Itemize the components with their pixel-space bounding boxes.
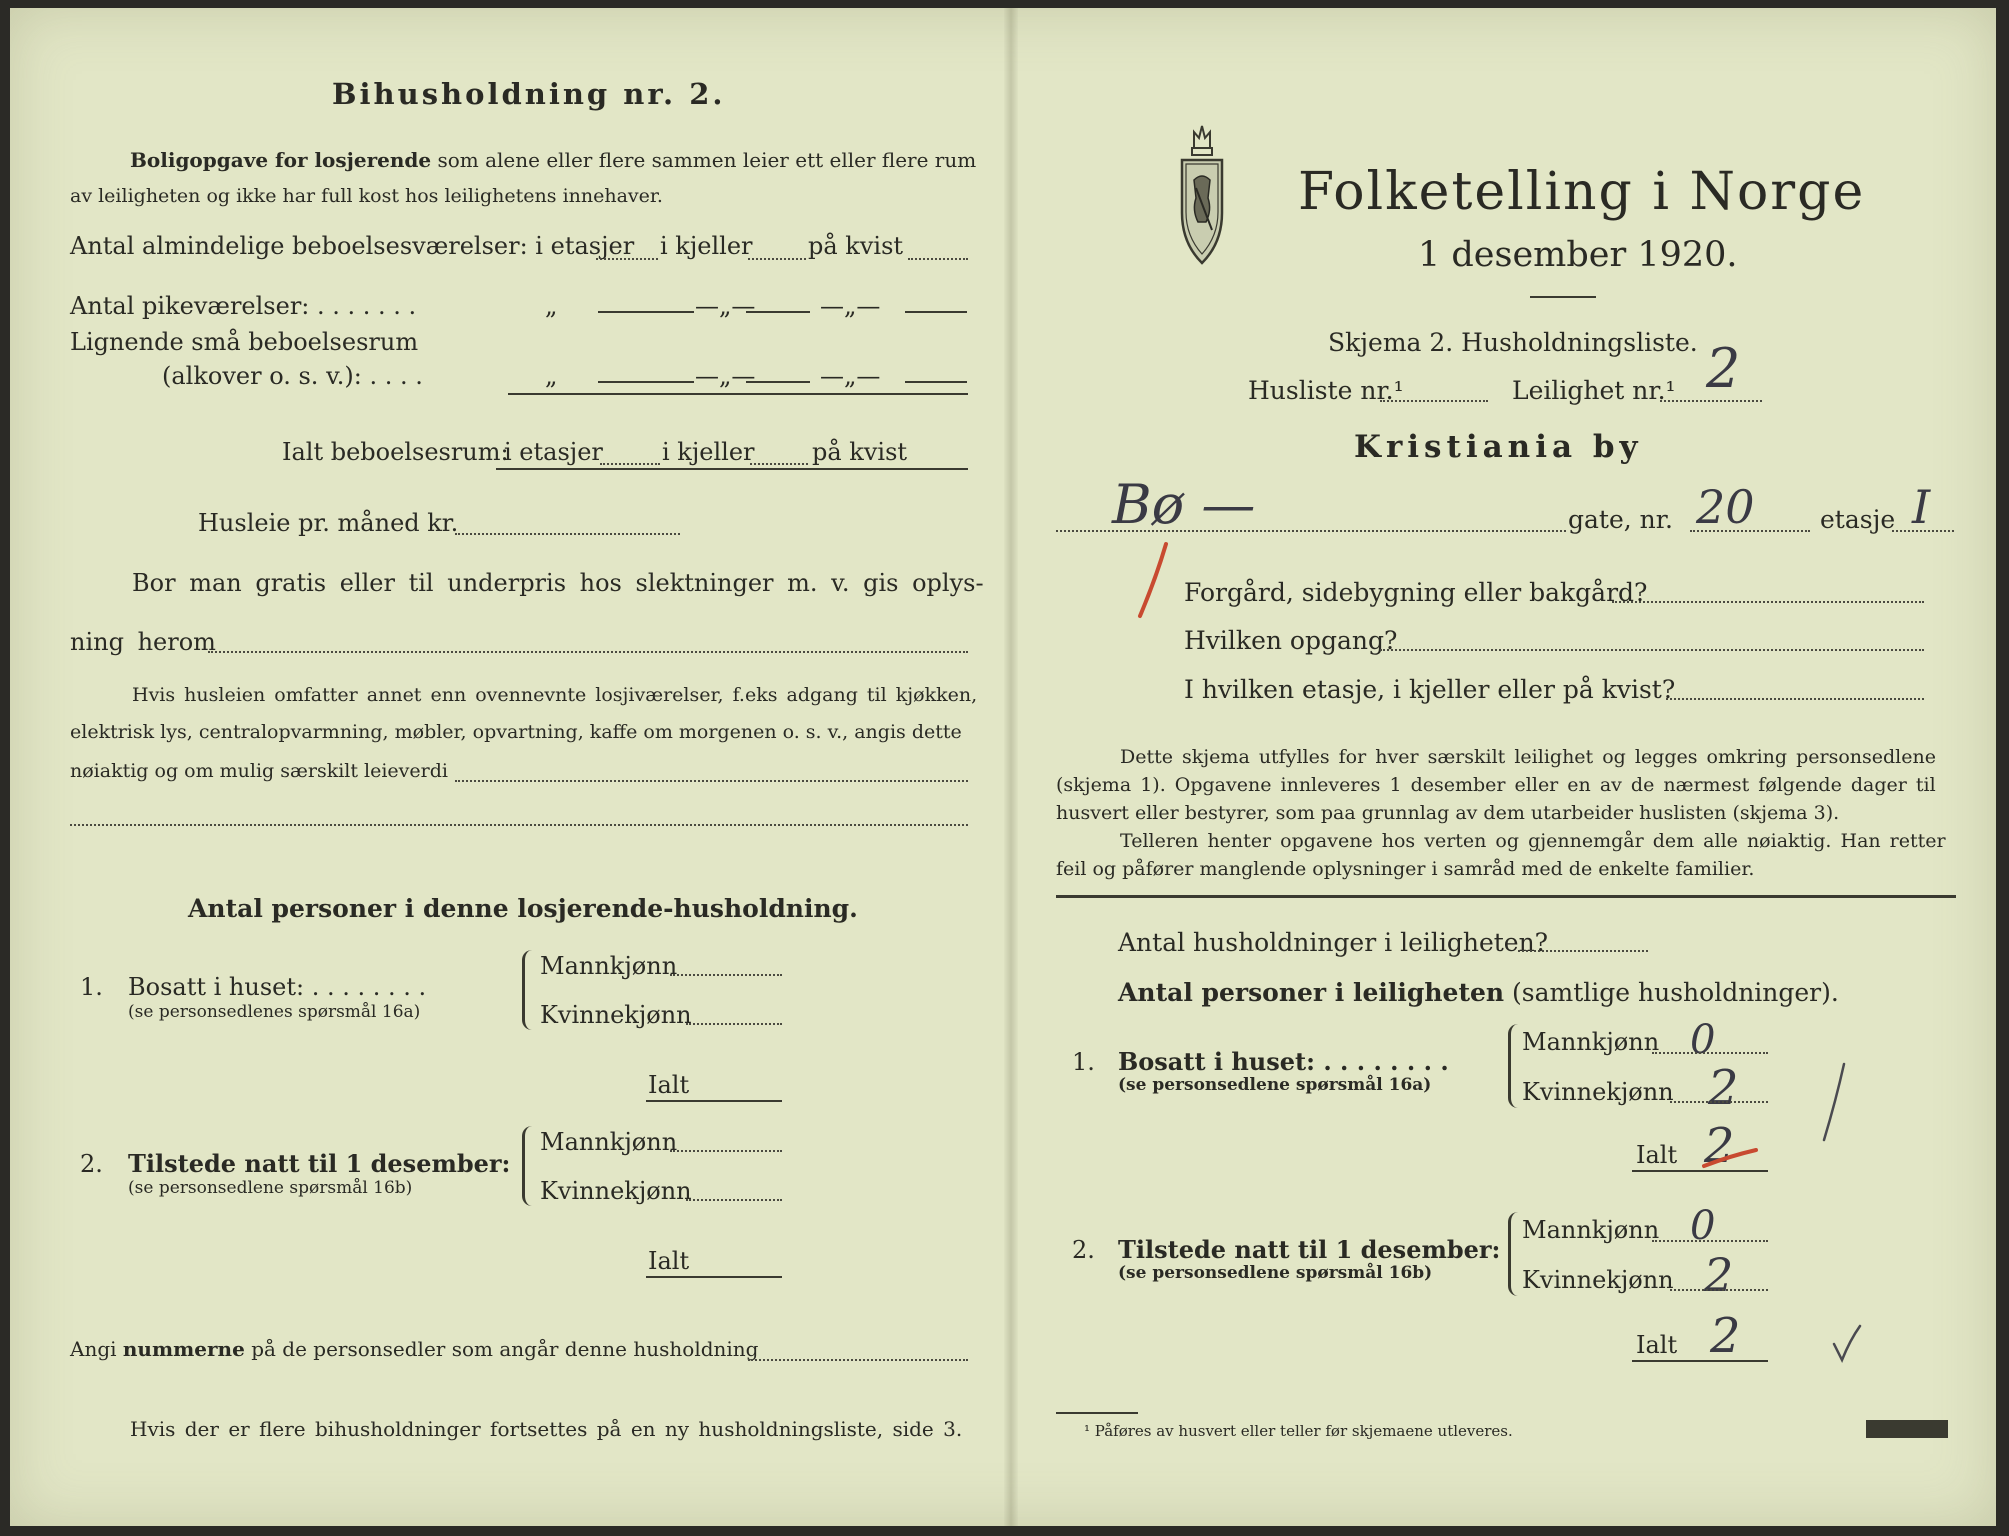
left-q1-ialt: Ialt <box>648 1071 690 1099</box>
pike-line-3 <box>905 311 967 313</box>
norway-coat-of-arms-icon <box>1172 118 1232 268</box>
right-q1-num: 1. <box>1072 1048 1095 1076</box>
left-q1-ialt-line <box>646 1100 782 1102</box>
lignende-line-b <box>746 381 810 383</box>
forgaard-line <box>1612 601 1924 603</box>
right-q2-label: Tilstede natt til 1 desember: <box>1118 1235 1501 1264</box>
lignende-line-2: (alkover o. s. v.): . . . . <box>162 362 423 390</box>
leieverdi-line-2 <box>70 824 968 826</box>
right-q1-kvinne: Kvinnekjønn <box>1522 1078 1674 1106</box>
right-q2-mann-line <box>1652 1240 1768 1242</box>
hw-q2-ialt: 2 <box>1710 1308 1741 1364</box>
street-line <box>1056 530 1566 532</box>
left-q1-num: 1. <box>80 973 103 1001</box>
pike-line-1 <box>598 311 694 313</box>
right-q1-label: Bosatt i huset: . . . . . . . . <box>1118 1047 1449 1076</box>
pike-ditto: „ <box>545 292 558 320</box>
pike-dash-ditto-2: —„— <box>820 292 881 320</box>
ialt-rooms-kjeller: i kjeller <box>662 438 755 466</box>
section-rule <box>1056 895 1956 898</box>
etasje-label: etasje <box>1820 505 1896 534</box>
husliste-label: Husliste nr.¹ <box>1248 376 1404 405</box>
pencil-check-icon <box>1830 1322 1864 1364</box>
gratis-line <box>208 651 968 653</box>
right-q1-kvinne-line <box>1670 1101 1768 1103</box>
instr-line-1: Dette skjema utfylles for hver særskilt leilighet og legges omkring personsedlene <box>1120 746 1936 768</box>
rooms-etasjer-line <box>596 258 658 260</box>
leilighet-line <box>1660 400 1762 402</box>
instr-line-3: husvert eller bestyrer, som paa grunnlag av dem utarbeider huslisten (skjema 3). <box>1056 802 1840 824</box>
right-q2-sub: (se personsedlene spørsmål 16b) <box>1118 1263 1433 1283</box>
footnote-rule <box>1056 1412 1138 1414</box>
hw-leilighet-nr: 2 <box>1706 337 1741 400</box>
left-q1-label: Bosatt i huset: . . . . . . . . <box>128 973 427 1001</box>
lignende-underline <box>508 393 968 395</box>
right-q1-ialt-line <box>1632 1170 1768 1172</box>
instr-line-2: (skjema 1). Opgavene innleveres 1 desember eller en av de nærmest følgende dager til <box>1056 774 1936 796</box>
rooms-kvist-line <box>908 258 968 260</box>
left-q2-mann-line <box>670 1150 782 1152</box>
right-title: Folketelling i Norge <box>1298 162 1866 222</box>
opgang-line <box>1380 649 1924 651</box>
left-q2-ialt: Ialt <box>648 1247 690 1275</box>
leilighet-label: Leilighet nr.¹ <box>1512 376 1676 405</box>
rooms-label: Antal almindelige beboelsesværelser: i etasjer <box>70 232 635 260</box>
pike-line-2 <box>746 311 810 313</box>
hw-q1-mann: 0 <box>1690 1017 1716 1063</box>
right-q2-ialt: Ialt <box>1636 1331 1678 1359</box>
hvis-line-1: Hvis husleien omfatter annet enn ovennevnte losjiværelser, f.eks adgang til kjøkken, <box>132 684 978 706</box>
skjema-label: Skjema 2. Husholdningsliste. <box>1328 328 1698 357</box>
lignende-ditto: „ <box>545 362 558 390</box>
persons-heading <box>1118 980 1839 1005</box>
left-q2-kvinne: Kvinnekjønn <box>540 1177 692 1205</box>
left-q1-sub: (se personsedlenes spørsmål 16a) <box>128 1002 421 1022</box>
right-q2-brace <box>1508 1212 1523 1296</box>
hvilken-etasje-label: I hvilken etasje, i kjeller eller på kvist? <box>1184 675 1676 704</box>
right-q1-mann: Mannkjønn <box>1522 1028 1660 1056</box>
gratis-line-2: ning herom <box>70 628 216 656</box>
red-correction-mark-icon <box>1700 1146 1760 1170</box>
left-footer: Hvis der er flere bihusholdninger fortsettes på en ny husholdningsliste, side 3. <box>130 1417 963 1441</box>
hvis-line-2: elektrisk lys, centralopvarmning, møbler, opvartning, kaffe om morgenen o. s. v., angis dette <box>70 721 962 743</box>
footnote: ¹ Påføres av husvert eller teller før skjemaene utleveres. <box>1084 1422 1513 1440</box>
left-q1-brace <box>522 950 537 1030</box>
instr-line-5: feil og påfører manglende oplysninger i samråd med de enkelte familier. <box>1056 858 1755 880</box>
intro-line-1 <box>130 150 976 170</box>
right-q1-brace <box>1508 1024 1523 1108</box>
rooms-kjeller-line <box>748 258 806 260</box>
lignende-dash-ditto-2: —„— <box>820 362 881 390</box>
red-check-mark-icon <box>1134 540 1170 620</box>
city-name: Kristiania by <box>1354 429 1643 465</box>
left-q2-num: 2. <box>80 1150 103 1178</box>
left-title: Bihusholdning nr. 2. <box>332 77 726 111</box>
right-q2-num: 2. <box>1072 1236 1095 1264</box>
forgaard-label: Forgård, sidebygning eller bakgård? <box>1184 578 1648 607</box>
title-rule <box>1530 296 1596 298</box>
persons-rest: (samtlige husholdninger). <box>1512 978 1839 1007</box>
ialt-etasjer-line <box>600 463 660 465</box>
gate-nr-line <box>1690 530 1810 532</box>
lignende-line-a <box>598 381 694 383</box>
right-q1-ialt: Ialt <box>1636 1141 1678 1169</box>
hw-q2-mann: 0 <box>1690 1203 1716 1249</box>
right-q2-kvinne-line <box>1670 1289 1768 1291</box>
right-q1-mann-line <box>1652 1052 1768 1054</box>
pike-label: Antal pikeværelser: . . . . . . . <box>70 292 417 320</box>
left-q2-ialt-line <box>646 1276 782 1278</box>
right-q1-sub: (se personsedlene spørsmål 16a) <box>1118 1075 1432 1095</box>
pike-dash-ditto-1: —„— <box>695 292 756 320</box>
gratis-line-1: Bor man gratis eller til underpris hos slektninger m. v. gis oplys- <box>132 569 984 597</box>
angi-bold: nummerne <box>122 1337 245 1361</box>
husleie-line <box>455 533 680 535</box>
hw-q2-kvinne: 2 <box>1704 1248 1734 1302</box>
husliste-line <box>1380 400 1488 402</box>
left-q2-brace <box>522 1126 537 1206</box>
ialt-kjeller-line <box>750 463 808 465</box>
left-q2-label: Tilstede natt til 1 desember: <box>128 1149 511 1178</box>
gate-label: gate, nr. <box>1568 505 1673 534</box>
intro-bold: Boligopgave for losjerende <box>130 148 432 172</box>
hw-house-nr: 20 <box>1696 480 1755 534</box>
left-q1-mann: Mannkjønn <box>540 952 678 980</box>
antal-hush-label: Antal husholdninger i leiligheten? <box>1118 928 1549 957</box>
intro-rest: som alene eller flere sammen leier ett eller flere rum <box>437 148 977 172</box>
angi-line <box>70 1339 758 1359</box>
hw-q1-ialt: 2 <box>1704 1118 1735 1174</box>
angi-fill-line <box>748 1359 968 1361</box>
left-q2-mann: Mannkjønn <box>540 1128 678 1156</box>
rooms-kjeller: i kjeller <box>660 232 753 260</box>
lignende-line-c <box>905 381 967 383</box>
right-q2-kvinne: Kvinnekjønn <box>1522 1266 1674 1294</box>
ialt-rooms-etasjer: i etasjer <box>504 438 603 466</box>
left-q1-kvinne: Kvinnekjønn <box>540 1001 692 1029</box>
persons-bold: Antal personer i leiligheten <box>1118 978 1505 1007</box>
census-date: 1 desember 1920. <box>1418 235 1738 275</box>
ialt-rooms-label: Ialt beboelsesrum: <box>282 438 509 466</box>
intro-line-2: av leiligheten og ikke har full kost hos leilighetens innehaver. <box>70 185 663 207</box>
hvis-line-3: nøiaktig og om mulig særskilt leieverdi <box>70 760 448 782</box>
left-q1-kvinne-line <box>686 1023 782 1025</box>
hw-q1-kvinne: 2 <box>1708 1060 1739 1116</box>
ialt-rooms-kvist: på kvist <box>812 438 908 466</box>
angi-rest: på de personsedler som angår denne husholdning <box>251 1337 759 1361</box>
opgang-label: Hvilken opgang? <box>1184 626 1398 655</box>
hw-street: Bø — <box>1112 473 1256 536</box>
etasje-line <box>1892 530 1954 532</box>
left-q2-sub: (se personsedlene spørsmål 16b) <box>128 1178 413 1198</box>
left-q2-kvinne-line <box>686 1199 782 1201</box>
ialt-rooms-underline <box>496 468 968 470</box>
hw-etasje: I <box>1912 480 1931 534</box>
lignende-line-1: Lignende små beboelsesrum <box>70 328 419 356</box>
right-q2-mann: Mannkjønn <box>1522 1216 1660 1244</box>
hvilken-etasje-line <box>1666 698 1924 700</box>
page-fold <box>1004 8 1018 1526</box>
instr-line-4: Telleren henter opgavene hos verten og gjennemgår dem alle nøiaktig. Han retter <box>1120 830 1946 852</box>
leieverdi-line <box>455 780 968 782</box>
left-persons-title: Antal personer i denne losjerende-husholdning. <box>188 894 858 923</box>
printer-stamp <box>1866 1420 1948 1438</box>
husleie-label: Husleie pr. måned kr. <box>198 509 459 537</box>
right-q2-ialt-line <box>1632 1360 1768 1362</box>
pencil-tick-icon <box>1818 1060 1848 1144</box>
angi-pre: Angi <box>70 1337 117 1361</box>
left-q1-mann-line <box>670 974 782 976</box>
lignende-dash-ditto-1: —„— <box>695 362 756 390</box>
rooms-kvist: på kvist <box>808 232 904 260</box>
antal-hush-line <box>1518 950 1648 952</box>
